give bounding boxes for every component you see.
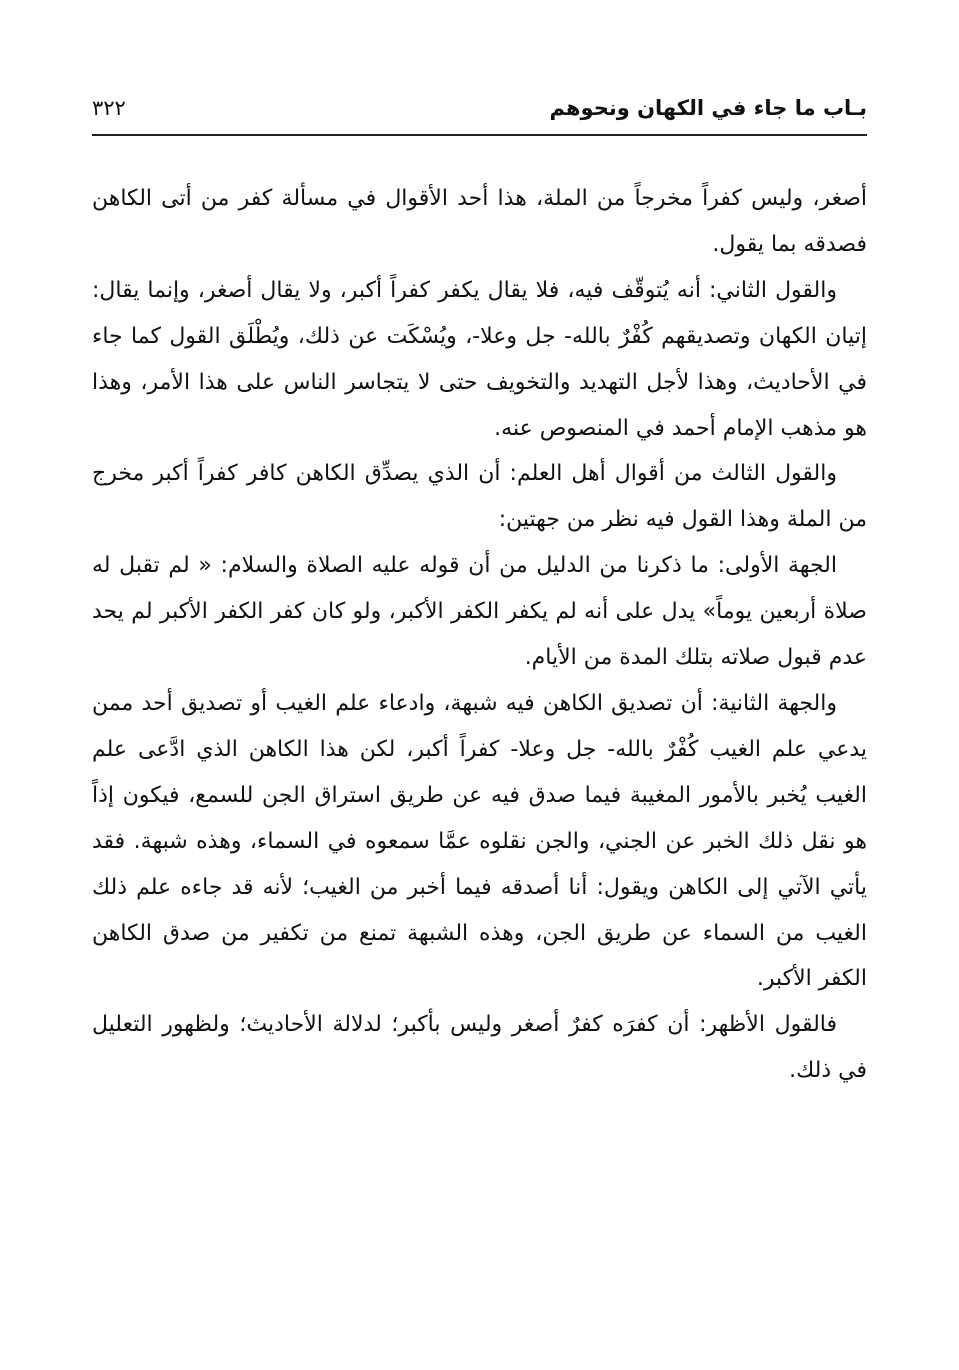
header-rule [92, 134, 867, 136]
paragraph: أصغر، وليس كفراً مخرجاً من الملة، هذا أحد الأقوال في مسألة كفر من أتى الكاهن فصدقه بما يقول. [92, 186, 867, 257]
body-text [92, 176, 867, 1094]
paragraph: فالقول الأظهر: أن كفرَه كفرٌ أصغر وليس بأكبر؛ لدلالة الأحاديث؛ ولظهور التعليل في ذلك. [92, 1012, 867, 1084]
paragraph: والقول الثالث من أقوال أهل العلم: أن الذي يصدِّق الكاهن كافر كفراً أكبر مخرج من الملة وهذا القول فيه نظر من جهتين: [92, 461, 867, 533]
running-title: بـاب ما جاء في الكهان ونحوهم [549, 96, 867, 120]
page-header [92, 90, 867, 134]
paragraph: الجهة الأولى: ما ذكرنا من الدليل من أن قوله عليه الصلاة والسلام: « لم تقبل له صلاة أربعين يوماً» يدل على أنه لم يكفر الكفر الأكبر، ولو كان كفر الكفر الأكبر لم يحد عدم قبول صلاته بتلك المدة من الأيام. [92, 553, 867, 671]
paragraph: والجهة الثانية: أن تصديق الكاهن فيه شبهة، وادعاء علم الغيب أو تصديق أحد ممن يدعي علم الغيب كُفْرٌ بالله- جل وعلا- كفراً أكبر، لكن هذا الكاهن الذي ادَّعى علم الغيب يُخبر بالأمور المغيبة فيما صدق فيه عن طريق استراق الجن للسمع، فيكون إذاً هو نقل ذلك الخبر عن الجني، والجن نقلوه عمَّا سمعوه في السماء، وهذه شبهة. فقد يأتي الآتي إلى الكاهن ويقول: أنا أصدقه فيما أخبر من الغيب؛ لأنه قد جاءه علم ذلك الغيب من السماء عن طريق الجن، وهذه الشبهة تمنع من تكفير من صدق الكاهن الكفر الأكبر. [92, 690, 867, 992]
paragraph: والقول الثاني: أنه يُتوقّف فيه، فلا يقال يكفر كفراً أكبر، ولا يقال أصغر، وإنما يقال: إتيان الكهان وتصديقهم كُفْرٌ بالله- جل وعلا-، ويُسْكَت عن ذلك، ويُطْلَق القول كما جاء في الأحاديث، وهذا لأجل التهديد والتخويف حتى لا يتجاسر الناس على هذا الأمر، وهذا هو مذهب الإمام أحمد في المنصوص عنه. [92, 277, 867, 441]
page-number: ٣٢٢ [92, 96, 126, 120]
